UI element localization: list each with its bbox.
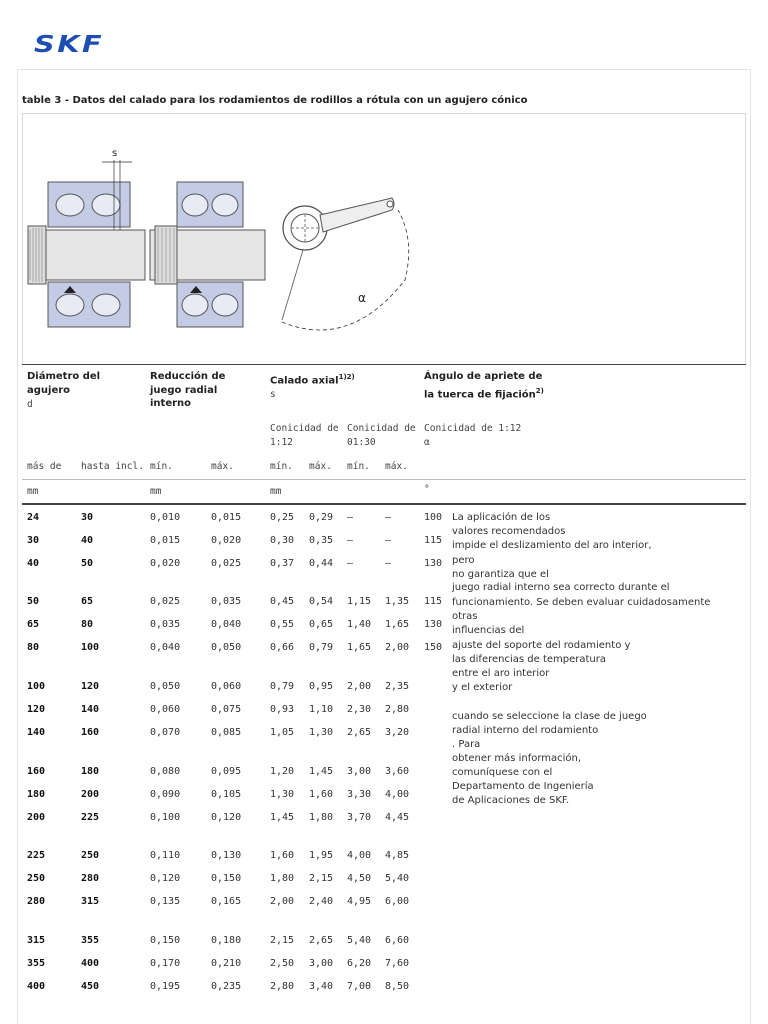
header-hasta: hasta incl. xyxy=(81,461,144,472)
cell-c2-max: 7,60 xyxy=(385,958,410,969)
cell-red-max: 0,095 xyxy=(211,766,242,777)
table-caption: table 3 - Datos del calado para los rodamientos de rodillos a rótula con un agujero cónico xyxy=(22,95,528,106)
unit-calado: mm xyxy=(270,486,282,497)
cell-hasta: 65 xyxy=(81,596,94,607)
cell-hasta: 160 xyxy=(81,727,100,738)
note-line: juego radial interno sea correcto durante el xyxy=(452,582,670,593)
unit-diam: mm xyxy=(27,486,39,497)
cell-angulo: 115 xyxy=(424,535,443,546)
cell-red-max: 0,085 xyxy=(211,727,242,738)
header-red-max: máx. xyxy=(211,461,234,472)
cell-c2-max: 4,85 xyxy=(385,850,410,861)
lock-nut-wrench xyxy=(282,198,409,330)
cell-c1-max: 2,15 xyxy=(309,873,334,884)
cell-red-max: 0,035 xyxy=(211,596,242,607)
cell-c2-min: 1,40 xyxy=(347,619,372,630)
cell-hasta: 120 xyxy=(81,681,100,692)
header-con3-1: Conicidad de 1:12 xyxy=(424,423,522,434)
cell-hasta: 200 xyxy=(81,789,100,800)
header-red-3: interno xyxy=(150,398,192,409)
cell-c1-max: 3,40 xyxy=(309,981,334,992)
cell-c1-max: 0,95 xyxy=(309,681,334,692)
note-line: Departamento de Ingeniería xyxy=(452,781,594,792)
cell-c1-min: 0,45 xyxy=(270,596,295,607)
cell-c1-max: 1,80 xyxy=(309,812,334,823)
cell-hasta: 400 xyxy=(81,958,100,969)
cell-c1-min: 1,30 xyxy=(270,789,295,800)
cell-red-max: 0,235 xyxy=(211,981,242,992)
header-calado xyxy=(270,373,355,386)
cell-c2-max: 4,45 xyxy=(385,812,410,823)
cell-mas-de: 250 xyxy=(27,873,46,884)
table-top-rule xyxy=(22,364,746,365)
header-diam-2: agujero xyxy=(27,385,71,396)
cell-mas-de: 80 xyxy=(27,642,40,653)
cell-red-min: 0,020 xyxy=(150,558,181,569)
cell-c2-max: 5,40 xyxy=(385,873,410,884)
cell-angulo: 150 xyxy=(424,642,443,653)
cell-hasta: 250 xyxy=(81,850,100,861)
cell-c1-min: 2,80 xyxy=(270,981,295,992)
cell-c2-max: 6,60 xyxy=(385,935,410,946)
cell-mas-de: 30 xyxy=(27,535,40,546)
cell-mas-de: 400 xyxy=(27,981,46,992)
cell-mas-de: 24 xyxy=(27,512,40,523)
cell-red-max: 0,040 xyxy=(211,619,242,630)
cell-red-min: 0,025 xyxy=(150,596,181,607)
cell-mas-de: 40 xyxy=(27,558,40,569)
header-c1-max: máx. xyxy=(309,461,332,472)
cell-c2-min: 2,30 xyxy=(347,704,372,715)
header-con1-1: Conicidad de xyxy=(270,423,339,434)
cell-c2-min: 4,50 xyxy=(347,873,372,884)
note-line: valores recomendados xyxy=(452,526,566,537)
cell-red-min: 0,150 xyxy=(150,935,181,946)
cell-red-min: 0,080 xyxy=(150,766,181,777)
cell-c2-min: 6,20 xyxy=(347,958,372,969)
cell-red-min: 0,170 xyxy=(150,958,181,969)
note-line: impide el deslizamiento del aro interior, xyxy=(452,540,652,551)
note-line: ajuste del soporte del rodamiento y xyxy=(452,640,631,651)
cell-c1-min: 0,79 xyxy=(270,681,295,692)
cell-red-max: 0,165 xyxy=(211,896,242,907)
cell-c1-min: 1,80 xyxy=(270,873,295,884)
header-con2-1: Conicidad de xyxy=(347,423,416,434)
cell-c1-min: 0,25 xyxy=(270,512,295,523)
header-divider xyxy=(17,69,751,70)
cell-red-max: 0,210 xyxy=(211,958,242,969)
cell-mas-de: 50 xyxy=(27,596,40,607)
cell-c1-max: 1,45 xyxy=(309,766,334,777)
cell-c1-min: 0,55 xyxy=(270,619,295,630)
cell-red-max: 0,020 xyxy=(211,535,242,546)
unit-red: mm xyxy=(150,486,162,497)
cell-c2-max: 2,35 xyxy=(385,681,410,692)
header-calado-sub: s xyxy=(270,389,276,400)
cell-hasta: 225 xyxy=(81,812,100,823)
cell-c2-min: – xyxy=(347,535,354,546)
cell-c1-max: 0,65 xyxy=(309,619,334,630)
cell-c2-max: 4,00 xyxy=(385,789,410,800)
note-line: las diferencias de temperatura xyxy=(452,654,606,665)
cell-red-min: 0,110 xyxy=(150,850,181,861)
cell-mas-de: 225 xyxy=(27,850,46,861)
note-line: . Para xyxy=(452,739,481,750)
header-bottom-rule xyxy=(22,503,746,505)
note-line: radial interno del rodamiento xyxy=(452,725,599,736)
cell-c2-min: 2,65 xyxy=(347,727,372,738)
cell-c2-min: 3,30 xyxy=(347,789,372,800)
cell-hasta: 80 xyxy=(81,619,94,630)
header-angulo-1: Ángulo de apriete de xyxy=(424,371,543,382)
cell-c2-max: – xyxy=(385,558,392,569)
cell-c1-min: 0,93 xyxy=(270,704,295,715)
cell-angulo: 130 xyxy=(424,558,443,569)
cell-c2-min: – xyxy=(347,558,354,569)
note-line: comuníquese con el xyxy=(452,767,553,778)
header-angulo-2 xyxy=(424,387,544,400)
cell-c1-min: 1,45 xyxy=(270,812,295,823)
header-c1-min: mín. xyxy=(270,461,293,472)
cell-hasta: 450 xyxy=(81,981,100,992)
header-red-min: mín. xyxy=(150,461,173,472)
cell-red-max: 0,130 xyxy=(211,850,242,861)
note-line: de Aplicaciones de SKF. xyxy=(452,795,570,806)
cell-red-min: 0,035 xyxy=(150,619,181,630)
cell-red-min: 0,195 xyxy=(150,981,181,992)
cell-angulo: 130 xyxy=(424,619,443,630)
cell-mas-de: 65 xyxy=(27,619,40,630)
note-line: influencias del xyxy=(452,625,525,636)
cell-red-max: 0,180 xyxy=(211,935,242,946)
cell-c1-max: 3,00 xyxy=(309,958,334,969)
cell-red-max: 0,050 xyxy=(211,642,242,653)
page-border-left xyxy=(17,69,18,1024)
cell-mas-de: 120 xyxy=(27,704,46,715)
bearing-assembly-1 xyxy=(28,148,145,327)
note-line: otras xyxy=(452,611,478,622)
cell-c1-min: 1,05 xyxy=(270,727,295,738)
skf-logo: SKF xyxy=(34,32,105,58)
cell-hasta: 40 xyxy=(81,535,94,546)
cell-mas-de: 200 xyxy=(27,812,46,823)
header-c2-min: mín. xyxy=(347,461,370,472)
cell-red-max: 0,105 xyxy=(211,789,242,800)
units-top-rule xyxy=(22,479,746,480)
note-line: entre el aro interior xyxy=(452,668,550,679)
cell-c1-min: 2,15 xyxy=(270,935,295,946)
cell-red-min: 0,010 xyxy=(150,512,181,523)
cell-c1-max: 0,44 xyxy=(309,558,334,569)
cell-hasta: 280 xyxy=(81,873,100,884)
cell-c2-max: 8,50 xyxy=(385,981,410,992)
header-calado-sup: 1)2) xyxy=(338,373,355,381)
cell-red-max: 0,060 xyxy=(211,681,242,692)
cell-hasta: 315 xyxy=(81,896,100,907)
alpha-label: α xyxy=(358,291,366,305)
cell-hasta: 180 xyxy=(81,766,100,777)
cell-red-min: 0,090 xyxy=(150,789,181,800)
cell-c2-max: – xyxy=(385,512,392,523)
cell-c2-min: 5,40 xyxy=(347,935,372,946)
cell-c2-max: 2,00 xyxy=(385,642,410,653)
header-con1-2: 1:12 xyxy=(270,437,293,448)
cell-mas-de: 180 xyxy=(27,789,46,800)
cell-red-min: 0,040 xyxy=(150,642,181,653)
cell-red-max: 0,015 xyxy=(211,512,242,523)
cell-mas-de: 355 xyxy=(27,958,46,969)
header-mas: más de xyxy=(27,461,62,472)
bearing-assembly-2 xyxy=(150,182,265,327)
cell-c1-max: 0,79 xyxy=(309,642,334,653)
cell-hasta: 355 xyxy=(81,935,100,946)
cell-c1-max: 0,54 xyxy=(309,596,334,607)
cell-c1-min: 1,60 xyxy=(270,850,295,861)
header-diam-1: Diámetro del xyxy=(27,371,101,382)
cell-red-max: 0,150 xyxy=(211,873,242,884)
cell-mas-de: 280 xyxy=(27,896,46,907)
cell-c2-max: – xyxy=(385,535,392,546)
cell-c2-max: 3,60 xyxy=(385,766,410,777)
page-border-right xyxy=(750,69,751,1024)
header-con3-2: α xyxy=(424,437,430,448)
note-line: y el exterior xyxy=(452,682,513,693)
cell-c1-min: 0,30 xyxy=(270,535,295,546)
note-line: no garantiza que el xyxy=(452,569,549,580)
unit-angulo: ° xyxy=(424,484,430,495)
header-angulo-text: la tuerca de fijación xyxy=(424,389,536,401)
cell-red-max: 0,075 xyxy=(211,704,242,715)
cell-c1-min: 1,20 xyxy=(270,766,295,777)
cell-c2-min: 7,00 xyxy=(347,981,372,992)
cell-c2-min: 4,00 xyxy=(347,850,372,861)
cell-c2-min: 1,65 xyxy=(347,642,372,653)
cell-red-min: 0,070 xyxy=(150,727,181,738)
note-line: cuando se seleccione la clase de juego xyxy=(452,711,647,722)
cell-c2-min: 4,95 xyxy=(347,896,372,907)
cell-mas-de: 140 xyxy=(27,727,46,738)
cell-c2-max: 2,80 xyxy=(385,704,410,715)
note-line: obtener más información, xyxy=(452,753,582,764)
header-red-2: juego radial xyxy=(150,385,218,396)
s-label: s xyxy=(112,148,118,159)
cell-hasta: 100 xyxy=(81,642,100,653)
header-c2-max: máx. xyxy=(385,461,408,472)
cell-c2-min: 3,00 xyxy=(347,766,372,777)
cell-angulo: 115 xyxy=(424,596,443,607)
cell-angulo: 100 xyxy=(424,512,443,523)
cell-c1-max: 2,40 xyxy=(309,896,334,907)
cell-c2-max: 3,20 xyxy=(385,727,410,738)
cell-red-min: 0,060 xyxy=(150,704,181,715)
cell-c2-min: – xyxy=(347,512,354,523)
note-line: La aplicación de los xyxy=(452,512,551,523)
header-diam-3: d xyxy=(27,399,33,410)
cell-c1-min: 2,50 xyxy=(270,958,295,969)
cell-red-max: 0,025 xyxy=(211,558,242,569)
cell-red-max: 0,120 xyxy=(211,812,242,823)
cell-c1-max: 1,60 xyxy=(309,789,334,800)
cell-c2-min: 2,00 xyxy=(347,681,372,692)
cell-red-min: 0,015 xyxy=(150,535,181,546)
cell-red-min: 0,120 xyxy=(150,873,181,884)
cell-mas-de: 100 xyxy=(27,681,46,692)
cell-c1-max: 1,30 xyxy=(309,727,334,738)
header-calado-text: Calado axial xyxy=(270,375,339,387)
cell-red-min: 0,050 xyxy=(150,681,181,692)
cell-hasta: 50 xyxy=(81,558,94,569)
cell-c1-max: 1,95 xyxy=(309,850,334,861)
cell-c1-min: 0,66 xyxy=(270,642,295,653)
header-angulo-sup: 2) xyxy=(535,387,544,395)
cell-hasta: 30 xyxy=(81,512,94,523)
cell-c2-min: 1,15 xyxy=(347,596,372,607)
cell-c1-max: 0,29 xyxy=(309,512,334,523)
cell-c2-max: 1,35 xyxy=(385,596,410,607)
cell-c2-max: 1,65 xyxy=(385,619,410,630)
cell-c1-min: 2,00 xyxy=(270,896,295,907)
cell-red-min: 0,100 xyxy=(150,812,181,823)
cell-c2-min: 3,70 xyxy=(347,812,372,823)
cell-mas-de: 160 xyxy=(27,766,46,777)
cell-c1-max: 2,65 xyxy=(309,935,334,946)
cell-red-min: 0,135 xyxy=(150,896,181,907)
cell-mas-de: 315 xyxy=(27,935,46,946)
cell-hasta: 140 xyxy=(81,704,100,715)
cell-c1-max: 0,35 xyxy=(309,535,334,546)
cell-c1-max: 1,10 xyxy=(309,704,334,715)
header-con2-2: 01:30 xyxy=(347,437,376,448)
note-line: pero xyxy=(452,555,475,566)
note-line: funcionamiento. Se deben evaluar cuidadosamente xyxy=(452,597,711,608)
cell-c1-min: 0,37 xyxy=(270,558,295,569)
header-red-1: Reducción de xyxy=(150,371,226,382)
cell-c2-max: 6,00 xyxy=(385,896,410,907)
bearing-diagram xyxy=(20,140,420,340)
